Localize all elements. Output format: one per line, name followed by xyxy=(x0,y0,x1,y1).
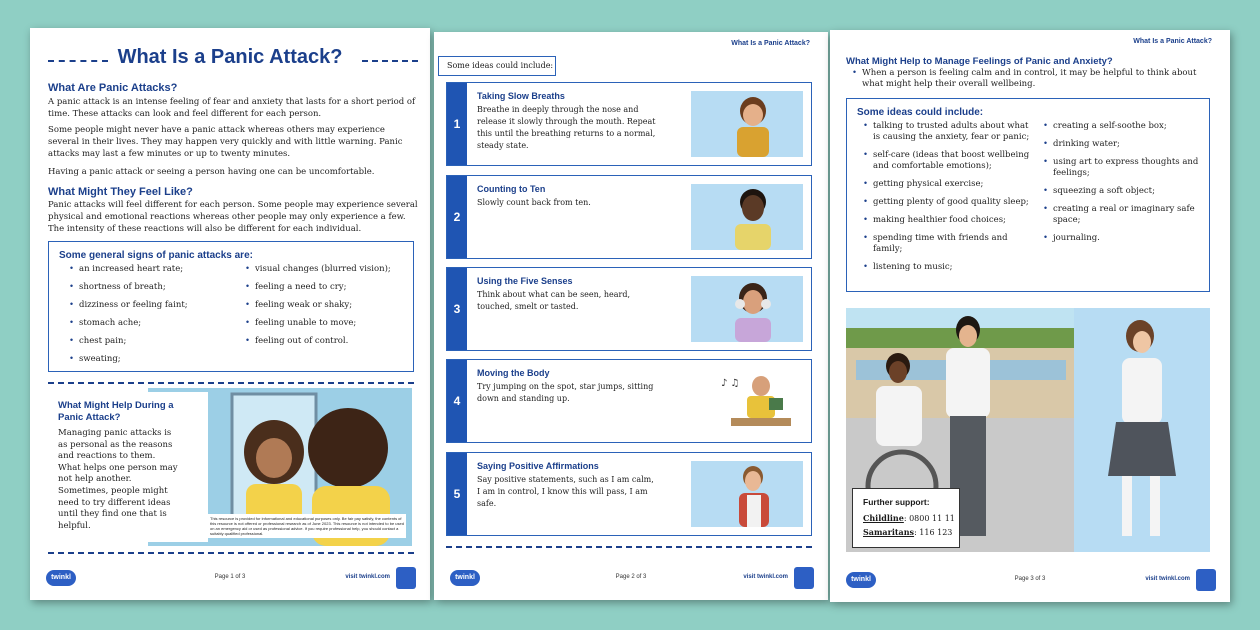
footer xyxy=(30,562,430,600)
counting-illustration xyxy=(691,184,803,250)
visit-link[interactable]: visit twinkl.com xyxy=(1145,576,1190,582)
list-item: • creating a real or imaginary safe space; xyxy=(1043,204,1201,226)
footer xyxy=(830,564,1230,602)
step-description: Breathe in deeply through the nose and release it slowly through the mouth. Repeat this until the breathing returns to a normal, steady state. xyxy=(477,105,656,150)
list-item: • shortness of breath; xyxy=(69,282,229,293)
support-heading: Further support: xyxy=(863,497,930,507)
visit-link[interactable]: visit twinkl.com xyxy=(743,574,788,580)
list-item: • self-care (ideas that boost wellbeing and comfortable emotions); xyxy=(863,150,1035,172)
paragraph-frequency: Some people might never have a panic attack whereas others may experience several in their lives. They may happen very quickly and with little warning. Panic attacks may last a few minutes or up to twenty minutes. xyxy=(48,125,403,159)
disclaimer: This resource is provided for informational and educational purposes only. Be fair pay satisfy, the contents of this resource is not offered or professional research as of June 2023. This resource is not intended to be used on an emergency aid or used as professional advice. If you require professional help, you should contact a suitably qualified professional. xyxy=(208,514,406,538)
help-paragraph-2: Sometimes, people might need to try different ideas until they find one that is helpful. xyxy=(58,486,171,531)
page-number: Page 2 of 3 xyxy=(615,574,647,580)
signs-heading: Some general signs of panic attacks are: xyxy=(59,250,253,261)
divider-dash xyxy=(48,382,414,384)
twinkl-logo[interactable]: twinkl xyxy=(450,570,480,586)
page-2 xyxy=(434,32,828,600)
section-heading-what-are: What Are Panic Attacks? xyxy=(48,82,178,94)
visit-link[interactable]: visit twinkl.com xyxy=(345,574,390,580)
ideas-list-left xyxy=(863,121,1035,280)
step-number: 1 xyxy=(447,83,467,165)
step-number: 4 xyxy=(447,360,467,442)
senses-illustration xyxy=(691,276,803,342)
manage-heading: What Might Help to Manage Feelings of Panic and Anxiety? xyxy=(846,56,1113,67)
quality-badge-icon xyxy=(396,567,416,589)
twinkl-logo[interactable]: twinkl xyxy=(846,572,876,588)
step-title: Taking Slow Breaths xyxy=(477,91,565,101)
divider-dash xyxy=(446,546,812,548)
step-description: Try jumping on the spot, star jumps, sitting down and standing up. xyxy=(477,382,654,403)
help-heading: What Might Help During a Panic Attack? xyxy=(58,400,174,423)
samaritans-name[interactable]: Samaritans xyxy=(863,527,915,537)
page-3 xyxy=(830,30,1230,602)
support-childline xyxy=(863,513,955,523)
step-number: 2 xyxy=(447,176,467,258)
list-item: • making healthier food choices; xyxy=(863,215,1035,226)
step-card-5 xyxy=(446,452,812,536)
list-item: • feeling weak or shaky; xyxy=(245,300,405,311)
childline-number: : 0800 11 11 xyxy=(903,514,955,523)
list-item: • drinking water; xyxy=(1043,139,1201,150)
list-item: • feeling a need to cry; xyxy=(245,282,405,293)
step-title: Moving the Body xyxy=(477,368,550,378)
quality-badge-icon xyxy=(1196,569,1216,591)
page-number: Page 3 of 3 xyxy=(1014,576,1046,582)
paragraph-uncomfortable: Having a panic attack or seeing a person having one can be uncomfortable. xyxy=(48,167,375,177)
running-head: What Is a Panic Attack? xyxy=(731,40,810,47)
svg-text:♪ ♫: ♪ ♫ xyxy=(721,378,740,389)
moving-illustration xyxy=(691,368,803,434)
step-description: Say positive statements, such as I am calm, I am in control, I know this will pass, I am safe. xyxy=(477,475,654,508)
divider-dash xyxy=(48,552,414,554)
ideas-list-right xyxy=(1043,121,1201,251)
ideas-heading: Some ideas could include: xyxy=(857,107,984,118)
paragraph-definition: A panic attack is an intense feeling of fear and anxiety that lasts for a short period of time. These attacks can look and feel different for each person. xyxy=(48,97,416,119)
list-item: • creating a self-soothe box; xyxy=(1043,121,1201,132)
list-item: • visual changes (blurred vision); xyxy=(245,264,405,275)
list-item: • an increased heart rate; xyxy=(69,264,229,275)
affirmations-illustration xyxy=(691,461,803,527)
page-title: What Is a Panic Attack? xyxy=(117,46,343,68)
quality-badge-icon xyxy=(794,567,814,589)
breathing-illustration xyxy=(691,91,803,157)
step-card-2 xyxy=(446,175,812,259)
list-item: • stomach ache; xyxy=(69,318,229,329)
list-item: • dizziness or feeling faint; xyxy=(69,300,229,311)
step-description: Think about what can be seen, heard, touched, smelt or tasted. xyxy=(477,290,631,311)
list-item: • squeezing a soft object; xyxy=(1043,186,1201,197)
list-item: • journaling. xyxy=(1043,233,1201,244)
step-card-3 xyxy=(446,267,812,351)
list-item: • talking to trusted adults about what is causing the anxiety, fear or panic; xyxy=(863,121,1035,143)
list-item: • getting physical exercise; xyxy=(863,179,1035,190)
samaritans-number: : 116 123 xyxy=(914,528,953,537)
step-number: 3 xyxy=(447,268,467,350)
childline-name[interactable]: Childline xyxy=(863,513,904,523)
ideas-intro-tab: Some ideas could include: xyxy=(438,56,556,76)
page-number: Page 1 of 3 xyxy=(214,574,246,580)
support-box xyxy=(852,488,960,548)
manage-intro-list xyxy=(852,68,1212,97)
paragraph-feel-like: Panic attacks will feel different for each person. Some people may experience several physical and emotional reactions whereas other people may only experience a few. The intensity of these reactions will also be different for each individual. xyxy=(48,200,418,234)
page-1 xyxy=(30,28,430,600)
list-item: • sweating; xyxy=(69,354,229,365)
list-item: • getting plenty of good quality sleep; xyxy=(863,197,1035,208)
list-item: • When a person is feeling calm and in control, it may be helpful to think about what might help their overall wellbeing. xyxy=(852,68,1212,90)
twinkl-logo[interactable]: twinkl xyxy=(46,570,76,586)
list-item: • listening to music; xyxy=(863,262,1035,273)
signs-box xyxy=(48,241,414,372)
ideas-box xyxy=(846,98,1210,292)
list-item: • feeling unable to move; xyxy=(245,318,405,329)
running-head: What Is a Panic Attack? xyxy=(1133,38,1212,45)
list-item: • chest pain; xyxy=(69,336,229,347)
step-card-1 xyxy=(446,82,812,166)
help-panel xyxy=(48,392,208,542)
list-item: • spending time with friends and family; xyxy=(863,233,1035,255)
signs-list-right xyxy=(245,264,405,354)
step-card-4 xyxy=(446,359,812,443)
step-description: Slowly count back from ten. xyxy=(477,198,591,207)
step-title: Using the Five Senses xyxy=(477,276,573,286)
support-samaritans xyxy=(863,527,952,537)
list-item: • using art to express thoughts and feelings; xyxy=(1043,157,1201,179)
step-title: Counting to Ten xyxy=(477,184,546,194)
help-paragraph-1: Managing panic attacks is as personal as the reasons and reactions to them. What helps one person may not help another. xyxy=(58,428,178,484)
list-item: • feeling out of control. xyxy=(245,336,405,347)
signs-list-left xyxy=(69,264,229,372)
section-heading-feel-like: What Might They Feel Like? xyxy=(48,186,193,198)
footer xyxy=(434,562,828,600)
step-number: 5 xyxy=(447,453,467,535)
step-title: Saying Positive Affirmations xyxy=(477,461,599,471)
